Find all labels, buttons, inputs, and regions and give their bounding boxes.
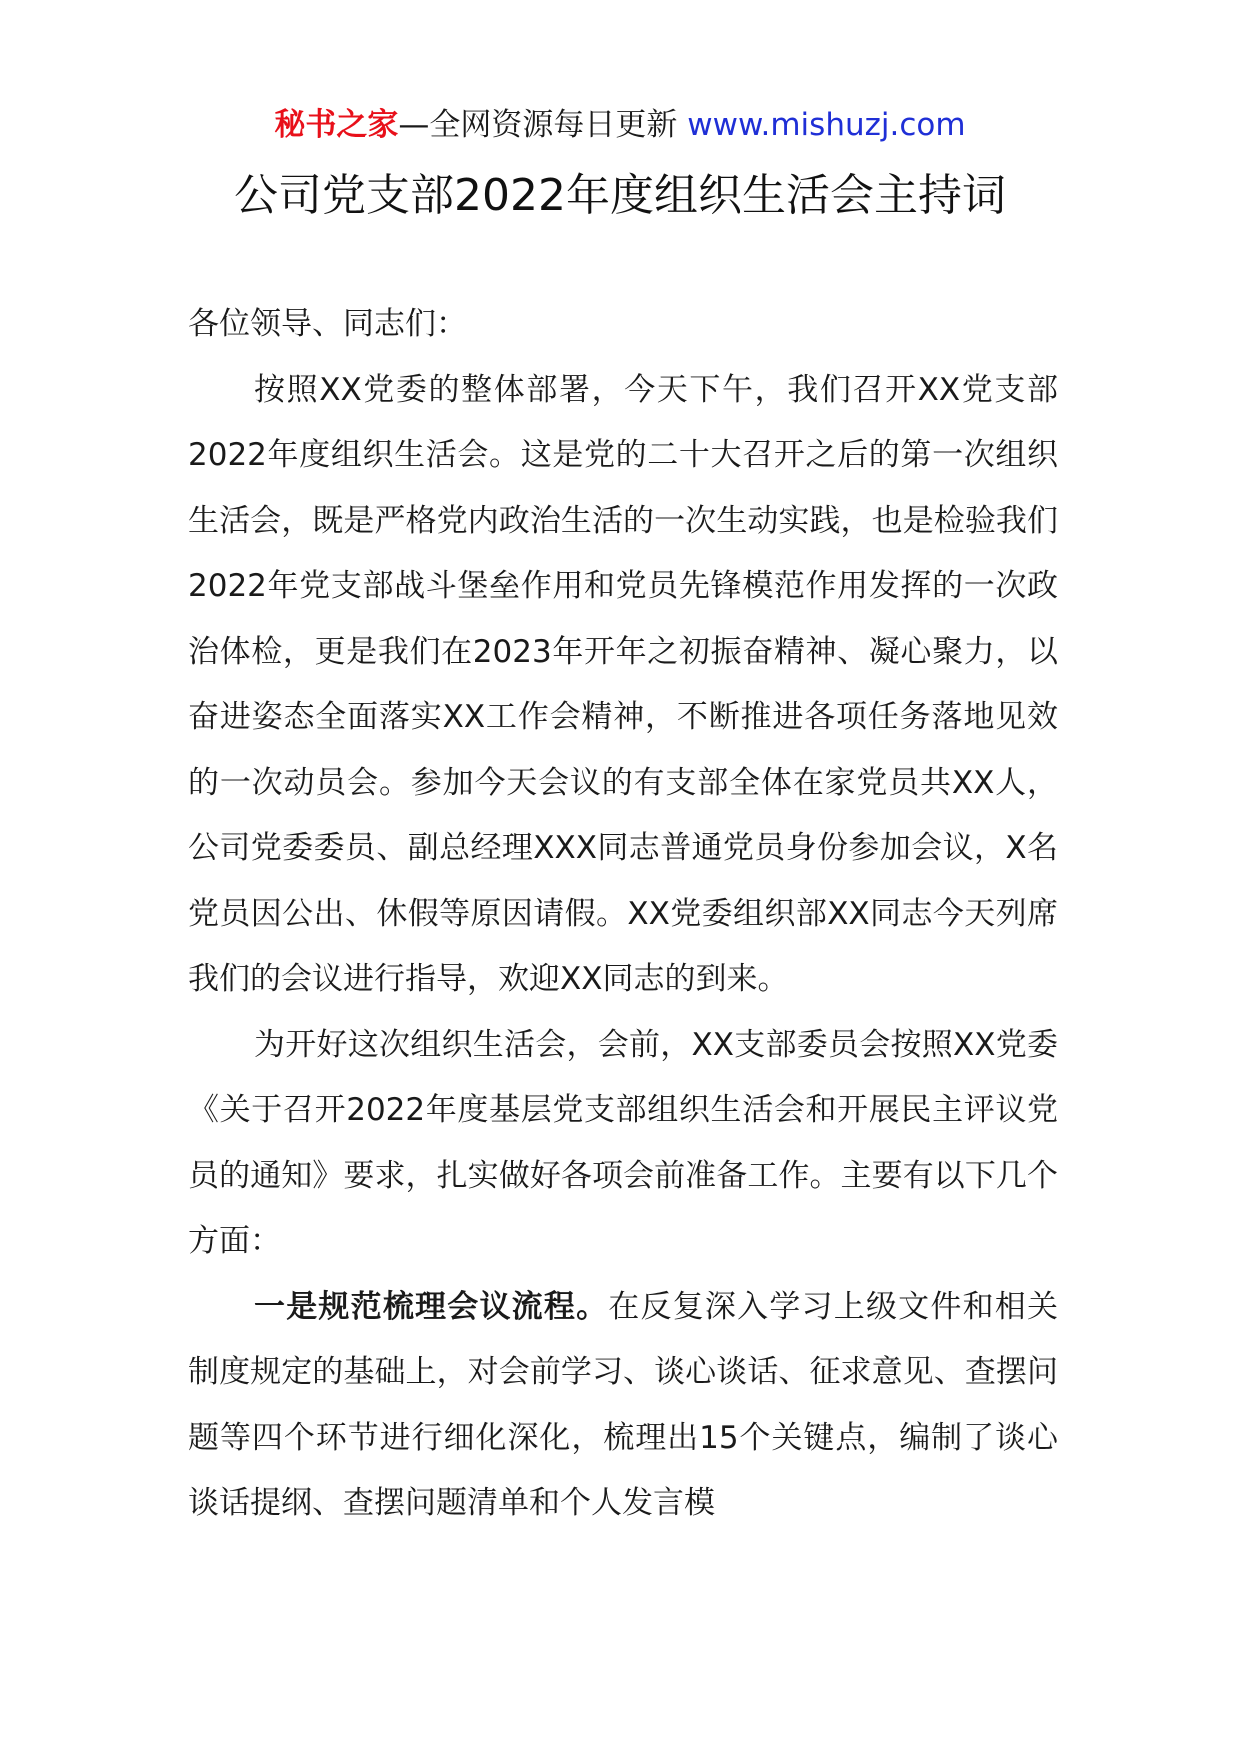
document-title: 公司党支部2022年度组织生活会主持词 bbox=[234, 170, 1006, 221]
salutation: 各位领导、同志们： bbox=[188, 306, 467, 342]
site-brand: 秘书之家 bbox=[274, 107, 399, 143]
site-slogan: —全网资源每日更新 bbox=[398, 107, 688, 143]
paragraph-point-one bbox=[188, 1275, 1058, 1537]
point-one-text: 在反复深入学习上级文件和相关制度规定的基础上，对会前学习、谈心谈话、征求意见、查摆问题等四个环节进行细化深化，梳理出15个关键点，编制了谈心谈话提纲、查摆问题清单和个人发言模 bbox=[188, 1288, 1059, 1521]
paragraph-opening: 按照XX党委的整体部署，今天下午，我们召开XX党支部2022年度组织生活会。这是党的二十大召开之后的第一次组织生活会，既是严格党内政治生活的一次生动实践，也是检验我们2022年党支部战斗堡垒作用和党员先锋模范作用发挥的一次政治体检，更是我们在2023年开年之初振奋精神、凝心聚力，以奋进姿态全面落实XX工作会精神，不断推进各项任务落地见效的一次动员会。参加今天会议的有支部全体在家党员共XX人，公司党委委员、副总经理XXX同志普通党员身份参加会议，X名党员因公出、休假等原因请假。XX党委组织部XX同志今天列席我们的会议进行指导，欢迎XX同志的到来。 bbox=[188, 371, 1058, 997]
site-header bbox=[0, 103, 1240, 147]
paragraph-preparation: 为开好这次组织生活会，会前，XX支部委员会按照XX党委《关于召开2022年度基层党支部组织生活会和开展民主评议党员的通知》要求，扎实做好各项会前准备工作。主要有以下几个方面： bbox=[188, 1026, 1058, 1259]
point-one-heading: 一是规范梳理会议流程。 bbox=[254, 1288, 609, 1325]
document-body bbox=[188, 292, 1058, 1537]
site-url-link[interactable]: www.mishuzj.com bbox=[687, 107, 966, 143]
